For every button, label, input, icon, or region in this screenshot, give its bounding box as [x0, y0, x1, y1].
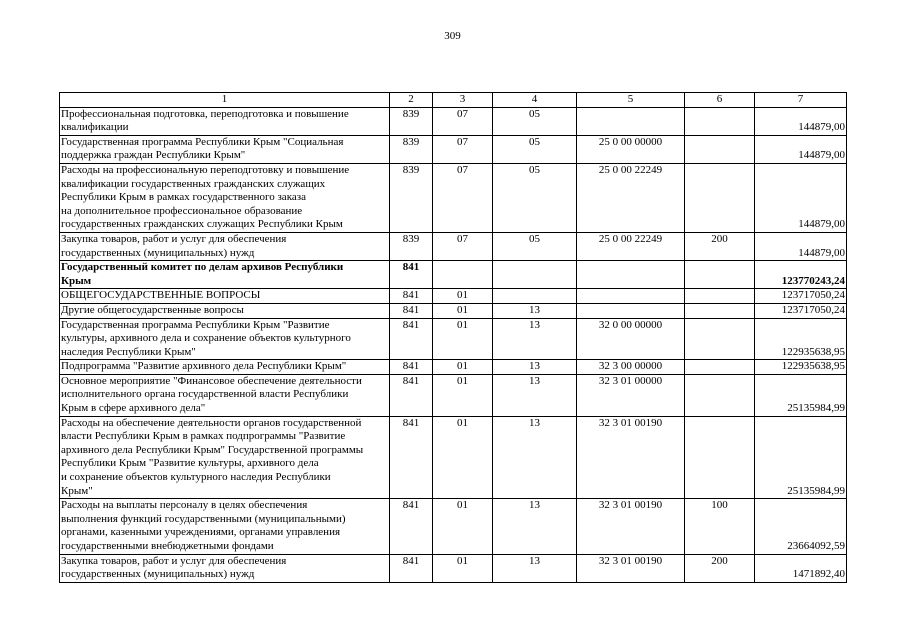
cell-amount: 122935638,95 — [755, 318, 847, 360]
cell-section-code: 01 — [433, 289, 493, 304]
description-line: Другие общегосударственные вопросы — [61, 303, 244, 316]
cell-subsection-code: 13 — [493, 499, 577, 554]
cell-subsection-code: 13 — [493, 374, 577, 416]
description-line: Подпрограмма "Развитие архивного дела Республики Крым" — [61, 360, 347, 373]
cell-target-article — [577, 303, 685, 318]
cell-expense-type — [685, 261, 755, 289]
description-line: на дополнительное профессиональное образование — [61, 204, 303, 217]
table-row — [60, 261, 847, 289]
cell-subsection-code: 13 — [493, 360, 577, 375]
description-line: органами, казенными учреждениями, органами управления — [61, 526, 341, 539]
cell-department-code: 841 — [390, 360, 433, 375]
cell-section-code: 07 — [433, 107, 493, 135]
table-row — [60, 107, 847, 135]
cell-department-code: 839 — [390, 232, 433, 260]
cell-amount: 123770243,24 — [755, 261, 847, 289]
description-line: Государственный комитет по делам архивов Республики — [61, 261, 344, 274]
description-line: Закупка товаров, работ и услуг для обеспечения — [61, 232, 287, 245]
description-line: культуры, архивного дела и сохранение объектов культурного — [61, 332, 351, 345]
cell-description — [60, 374, 390, 416]
description-line: исполнительного органа государственной власти Республики — [61, 388, 349, 401]
cell-section-code: 01 — [433, 554, 493, 582]
cell-department-code: 841 — [390, 499, 433, 554]
cell-amount: 123717050,24 — [755, 289, 847, 304]
cell-expense-type — [685, 416, 755, 499]
cell-amount: 1471892,40 — [755, 554, 847, 582]
cell-expense-type: 200 — [685, 232, 755, 260]
cell-amount: 144879,00 — [755, 107, 847, 135]
cell-expense-type: 100 — [685, 499, 755, 554]
cell-expense-type — [685, 303, 755, 318]
cell-subsection-code — [493, 261, 577, 289]
table-row — [60, 303, 847, 318]
description-line: квалификации государственных гражданских служащих — [61, 177, 326, 190]
cell-expense-type — [685, 107, 755, 135]
cell-subsection-code: 05 — [493, 135, 577, 163]
description-line: и сохранение объектов культурного наследия Республики — [61, 471, 331, 484]
description-line: Расходы на выплаты персоналу в целях обеспечения — [61, 499, 308, 512]
cell-amount: 23664092,59 — [755, 499, 847, 554]
description-line: Государственная программа Республики Крым "Социальная — [61, 135, 344, 148]
description-line: Расходы на обеспечение деятельности органов государственной — [61, 416, 362, 429]
cell-department-code: 841 — [390, 374, 433, 416]
cell-department-code: 841 — [390, 303, 433, 318]
cell-description — [60, 318, 390, 360]
description-line: Профессиональная подготовка, переподготовка и повышение — [61, 107, 349, 120]
cell-expense-type: 200 — [685, 554, 755, 582]
cell-subsection-code: 13 — [493, 303, 577, 318]
cell-section-code — [433, 261, 493, 289]
description-line: Закупка товаров, работ и услуг для обеспечения — [61, 554, 287, 567]
cell-description — [60, 107, 390, 135]
header-cell-3: 3 — [433, 93, 493, 108]
cell-amount: 144879,00 — [755, 163, 847, 232]
description-line: Расходы на профессиональную переподготовку и повышение — [61, 163, 350, 176]
cell-description — [60, 232, 390, 260]
cell-target-article: 25 0 00 22249 — [577, 232, 685, 260]
cell-target-article — [577, 261, 685, 289]
description-line: государственных гражданских служащих Республики Крым — [61, 218, 343, 231]
cell-subsection-code: 05 — [493, 163, 577, 232]
cell-expense-type — [685, 318, 755, 360]
cell-target-article: 25 0 00 22249 — [577, 163, 685, 232]
table-row — [60, 416, 847, 499]
cell-department-code: 841 — [390, 318, 433, 360]
table-row — [60, 360, 847, 375]
cell-amount: 25135984,99 — [755, 374, 847, 416]
cell-subsection-code: 13 — [493, 416, 577, 499]
cell-subsection-code: 13 — [493, 554, 577, 582]
description-line: выполнения функций государственными (муниципальными) — [61, 512, 346, 525]
table-row — [60, 318, 847, 360]
cell-expense-type — [685, 135, 755, 163]
description-line: власти Республики Крым в рамках подпрограммы "Развитие — [61, 430, 346, 443]
header-cell-1: 1 — [60, 93, 390, 108]
cell-subsection-code: 05 — [493, 232, 577, 260]
cell-department-code: 839 — [390, 163, 433, 232]
header-cell-2: 2 — [390, 93, 433, 108]
cell-department-code: 839 — [390, 107, 433, 135]
header-cell-6: 6 — [685, 93, 755, 108]
description-line: Республики Крым "Развитие культуры, архивного дела — [61, 457, 319, 470]
cell-section-code: 07 — [433, 135, 493, 163]
description-line: государственных (муниципальных) нужд — [61, 568, 255, 581]
cell-subsection-code — [493, 289, 577, 304]
header-cell-7: 7 — [755, 93, 847, 108]
cell-amount: 144879,00 — [755, 135, 847, 163]
cell-section-code: 01 — [433, 303, 493, 318]
cell-description — [60, 163, 390, 232]
description-line: Государственная программа Республики Крым "Развитие — [61, 318, 330, 331]
description-line: Республики Крым в рамках государственного заказа — [61, 191, 306, 204]
cell-target-article: 32 3 01 00190 — [577, 499, 685, 554]
cell-description — [60, 554, 390, 582]
cell-amount: 122935638,95 — [755, 360, 847, 375]
header-cell-5: 5 — [577, 93, 685, 108]
description-line: поддержка граждан Республики Крым" — [61, 149, 246, 162]
description-line: государственных (муниципальных) нужд — [61, 246, 255, 259]
cell-description — [60, 499, 390, 554]
cell-department-code: 841 — [390, 261, 433, 289]
description-line: ОБЩЕГОСУДАРСТВЕННЫЕ ВОПРОСЫ — [61, 289, 261, 302]
cell-expense-type — [685, 360, 755, 375]
header-cell-4: 4 — [493, 93, 577, 108]
table-row — [60, 163, 847, 232]
cell-description — [60, 360, 390, 375]
header-row — [60, 93, 847, 108]
cell-department-code: 841 — [390, 289, 433, 304]
cell-description — [60, 261, 390, 289]
description-line: наследия Республики Крым" — [61, 345, 196, 358]
cell-target-article: 25 0 00 00000 — [577, 135, 685, 163]
table-row — [60, 374, 847, 416]
cell-amount: 123717050,24 — [755, 303, 847, 318]
cell-section-code: 07 — [433, 232, 493, 260]
cell-expense-type — [685, 289, 755, 304]
table-row — [60, 232, 847, 260]
description-line: государственными внебюджетными фондами — [61, 540, 274, 552]
cell-section-code: 01 — [433, 360, 493, 375]
description-line: Крым — [61, 274, 92, 287]
description-line: Крым в сфере архивного дела" — [61, 402, 206, 415]
table-row — [60, 554, 847, 582]
table-row — [60, 135, 847, 163]
cell-section-code: 01 — [433, 416, 493, 499]
cell-section-code: 07 — [433, 163, 493, 232]
cell-target-article: 32 0 00 00000 — [577, 318, 685, 360]
cell-target-article: 32 3 00 00000 — [577, 360, 685, 375]
cell-amount: 144879,00 — [755, 232, 847, 260]
cell-section-code: 01 — [433, 374, 493, 416]
cell-department-code: 841 — [390, 416, 433, 499]
cell-section-code: 01 — [433, 318, 493, 360]
page-number: 309 — [444, 30, 461, 42]
cell-description — [60, 135, 390, 163]
cell-amount: 25135984,99 — [755, 416, 847, 499]
description-line: Крым" — [61, 484, 93, 497]
cell-department-code: 841 — [390, 554, 433, 582]
description-line: квалификации — [61, 121, 129, 134]
description-line: Основное мероприятие "Финансовое обеспечение деятельности — [61, 374, 362, 387]
table-row — [60, 289, 847, 304]
cell-target-article — [577, 289, 685, 304]
cell-target-article: 32 3 01 00000 — [577, 374, 685, 416]
table-row — [60, 499, 847, 554]
cell-section-code: 01 — [433, 499, 493, 554]
cell-subsection-code: 13 — [493, 318, 577, 360]
cell-expense-type — [685, 374, 755, 416]
cell-target-article: 32 3 01 00190 — [577, 416, 685, 499]
cell-department-code: 839 — [390, 135, 433, 163]
cell-expense-type — [685, 163, 755, 232]
cell-description — [60, 289, 390, 304]
budget-table — [59, 92, 847, 583]
cell-description — [60, 303, 390, 318]
cell-subsection-code: 05 — [493, 107, 577, 135]
cell-target-article — [577, 107, 685, 135]
description-line: архивного дела Республики Крым" Государственной программы — [61, 443, 364, 456]
cell-target-article: 32 3 01 00190 — [577, 554, 685, 582]
cell-description — [60, 416, 390, 499]
